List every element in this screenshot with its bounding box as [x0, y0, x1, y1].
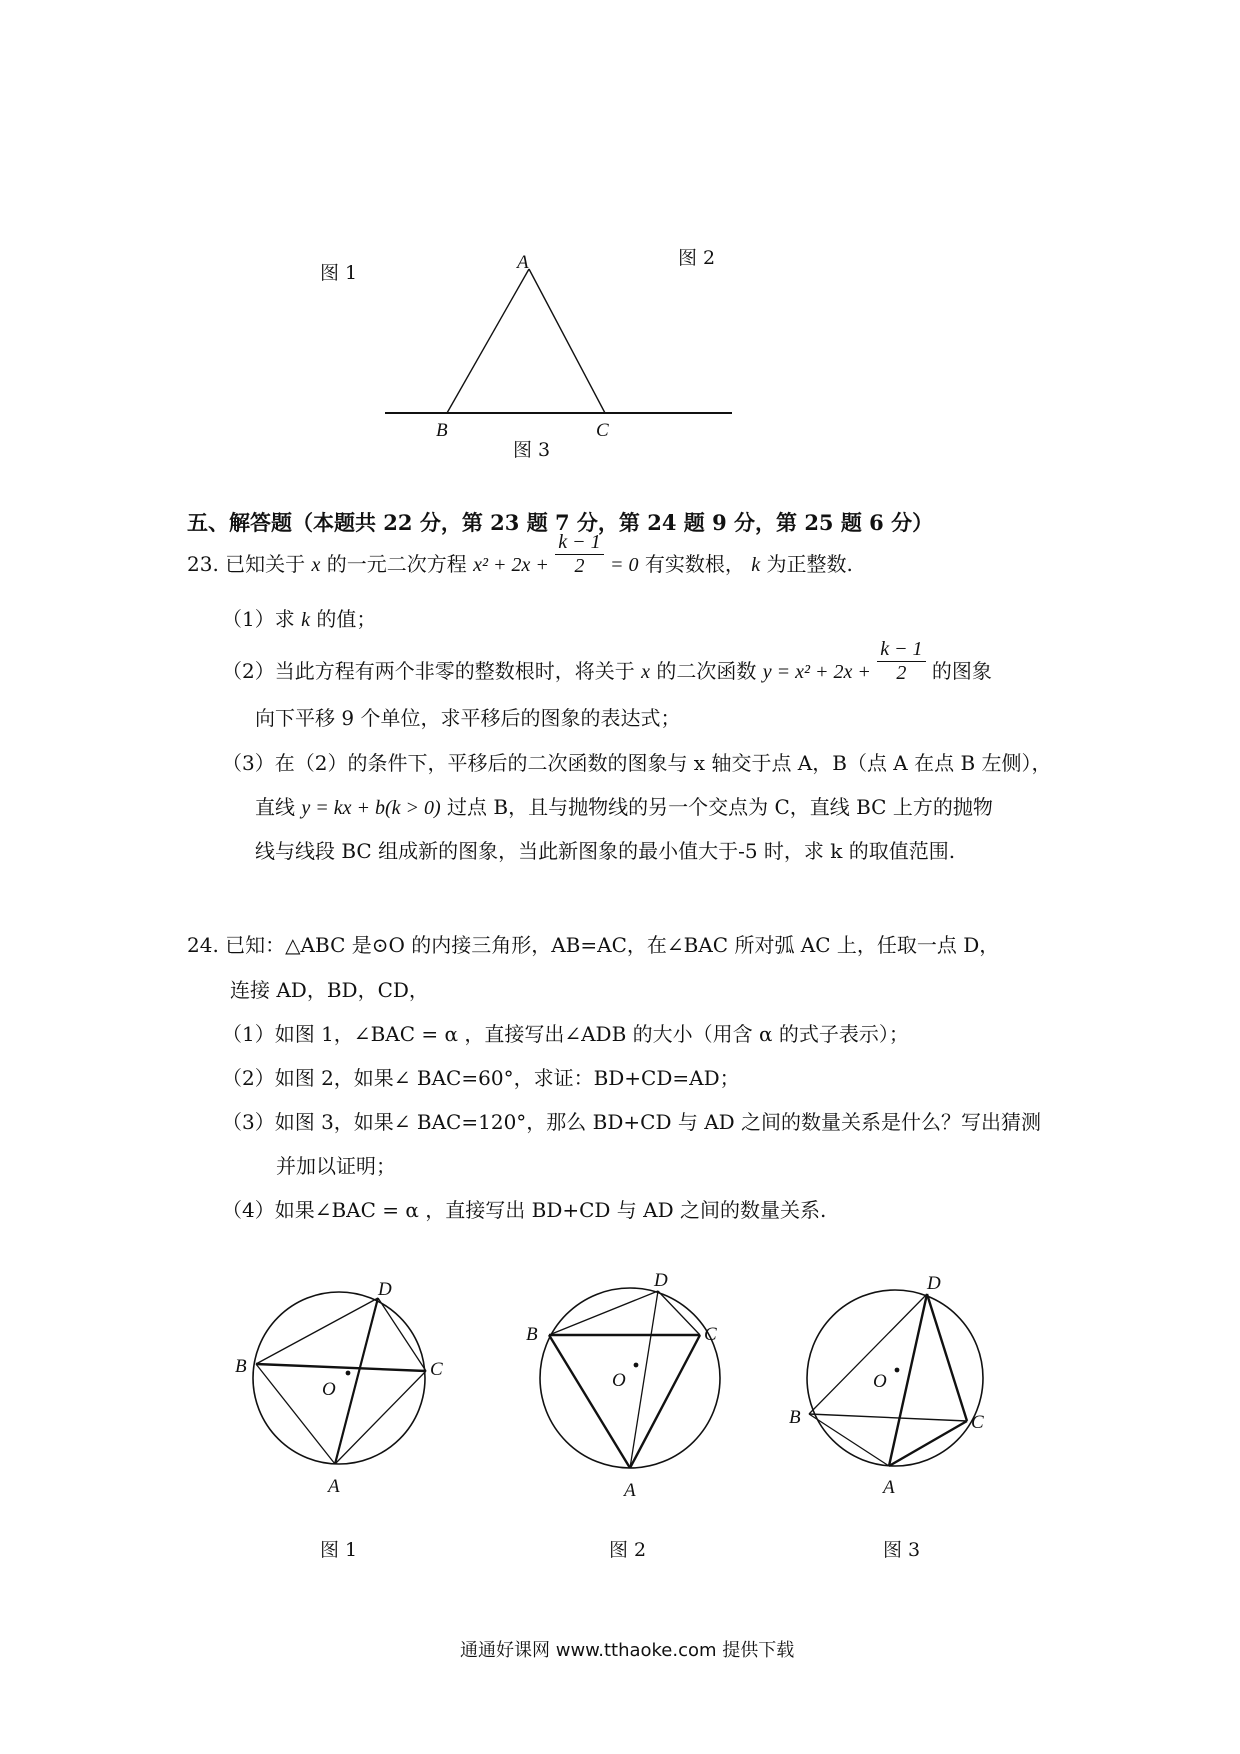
center-O-dot — [634, 1363, 639, 1368]
q23-p2-frac-num: k − 1 — [877, 638, 925, 662]
q24-part2: （2）如图 2，如果∠ BAC=60°，求证：BD+CD=AD； — [222, 1066, 740, 1090]
segment-AC — [335, 1371, 426, 1464]
q23-frac-num: k − 1 — [555, 531, 603, 555]
footer-text: 通通好课网 www.tthaoke.com 提供下载 — [460, 1640, 795, 1661]
q23-p2-func: y = x² + 2x + — [762, 661, 871, 683]
pt-B-label: B — [789, 1407, 801, 1428]
circle-O — [540, 1288, 720, 1468]
circle-figure-1 — [230, 1268, 450, 1508]
triangle-figure-3 — [380, 255, 740, 455]
segment-AB — [549, 1335, 630, 1468]
circle-figure-2 — [520, 1268, 750, 1508]
q23-stem-end: 为正整数. — [766, 552, 853, 576]
q24-stem-line1 — [187, 935, 999, 955]
segment-BC — [809, 1414, 967, 1421]
q24-part3-line1: （3）如图 3，如果∠ BAC=120°，那么 BD+CD 与 AD 之间的数量关系是什么？写出猜测 — [222, 1110, 1042, 1134]
segment-CD — [378, 1298, 426, 1371]
pt-C-label: C — [430, 1359, 443, 1380]
segment-BC — [256, 1364, 426, 1371]
point-B-label: B — [436, 420, 448, 441]
q23-number: 23. — [187, 552, 219, 576]
fig3-label-top: 图 3 — [513, 439, 551, 461]
pt-C-label: C — [971, 1412, 984, 1433]
pt-C-label: C — [704, 1324, 717, 1345]
pt-D-label: D — [378, 1279, 392, 1300]
q23-p1-pre: （1）求 — [222, 607, 295, 631]
center-O-dot — [346, 1371, 351, 1376]
q24-stem-line2: 连接 AD，BD，CD， — [230, 978, 429, 1002]
pt-O-label: O — [322, 1379, 336, 1400]
segment-CD — [927, 1294, 967, 1421]
fig1-label-top: 图 1 — [320, 262, 358, 284]
q24-part4: （4）如果∠BAC = α ，直接写出 BD+CD 与 AD 之间的数量关系. — [222, 1198, 827, 1222]
q23-var-x: x — [311, 554, 321, 576]
q23-stem-mid: 的一元二次方程 — [326, 552, 467, 576]
q24-part3-line2: 并加以证明； — [276, 1154, 396, 1178]
point-A-label: A — [517, 255, 529, 273]
q23-part3-line3: 线与线段 BC 组成新的图象，当此新图象的最小值大于-5 时，求 k 的取值范围. — [255, 839, 956, 863]
center-O-dot — [895, 1368, 900, 1373]
pt-O-label: O — [873, 1371, 887, 1392]
circle-figure-3 — [785, 1268, 1000, 1508]
q23-p3-pre: 直线 — [255, 795, 295, 819]
circle-O — [253, 1292, 425, 1464]
pt-B-label: B — [235, 1356, 247, 1377]
segment-BD — [256, 1298, 378, 1364]
q23-p1-var-k: k — [301, 609, 310, 631]
q23-p3-post: 过点 B，且与抛物线的另一个交点为 C，直线 BC 上方的抛物 — [447, 795, 993, 819]
q23-part1 — [222, 609, 376, 630]
fig2-label-top: 图 2 — [678, 247, 716, 269]
segment-AB — [809, 1414, 889, 1466]
section-heading: 五、解答题（本题共 22 分，第 23 题 7 分，第 24 题 9 分，第 25 题 6 分） — [187, 510, 934, 535]
pt-D-label: D — [654, 1270, 668, 1291]
point-C-label: C — [596, 420, 609, 441]
segment-AD — [335, 1298, 378, 1464]
circle-fig3-label: 图 3 — [883, 1539, 921, 1561]
q23-stem-post: 有实数根， — [644, 552, 745, 576]
segment-BD — [809, 1294, 927, 1414]
pt-D-label: D — [927, 1273, 941, 1294]
segment-BD — [549, 1291, 658, 1335]
q23-p2-frac-den: 2 — [896, 662, 907, 684]
q23-part3-line1: （3）在（2）的条件下，平移后的二次函数的图象与 x 轴交于点 A，B（点 A 在点 B 左侧）， — [222, 751, 1052, 775]
q23-p2-pre: （2）当此方程有两个非零的整数根时，将关于 — [222, 659, 635, 683]
q23-p2-mid: 的二次函数 — [656, 659, 757, 683]
q23-stem — [187, 531, 853, 578]
pt-O-label: O — [612, 1370, 626, 1391]
q23-var-k: k — [751, 554, 761, 576]
circle-fig1-label: 图 1 — [320, 1539, 358, 1561]
pt-B-label: B — [526, 1324, 538, 1345]
q23-eq-left: x² + 2x + — [473, 554, 549, 576]
q23-frac-den: 2 — [574, 555, 585, 577]
q24-part1: （1）如图 1，∠BAC = α ，直接写出∠ADB 的大小（用含 α 的式子表示）； — [222, 1022, 909, 1046]
q23-part2-line1 — [222, 638, 992, 685]
segment-AC — [529, 269, 605, 413]
q23-eq-right: = 0 — [609, 554, 639, 576]
segment-AD — [889, 1294, 927, 1466]
q23-p2-fraction — [877, 638, 925, 685]
q23-p3-line-eq: y = kx + b(k > 0) — [301, 797, 441, 819]
q23-p1-post: 的值； — [316, 607, 377, 631]
q24-number: 24. — [187, 933, 219, 957]
segment-CD — [658, 1291, 700, 1335]
pt-A-label: A — [624, 1480, 636, 1501]
q23-part3-line2 — [255, 797, 993, 818]
q23-p2-var-x: x — [641, 661, 650, 683]
pt-A-label: A — [328, 1476, 340, 1497]
q23-p2-end: 的图象 — [931, 659, 992, 683]
q23-stem-pre: 已知关于 — [225, 552, 306, 576]
pt-A-label: A — [883, 1477, 895, 1498]
q24-line1: 已知：△ABC 是⊙O 的内接三角形，AB=AC，在∠BAC 所对弧 AC 上，任取一点 D， — [225, 933, 1000, 957]
q23-part2-line2: 向下平移 9 个单位，求平移后的图象的表达式； — [255, 706, 681, 730]
circle-fig2-label: 图 2 — [609, 1539, 647, 1561]
q23-fraction — [555, 531, 603, 578]
segment-AB — [447, 269, 529, 413]
